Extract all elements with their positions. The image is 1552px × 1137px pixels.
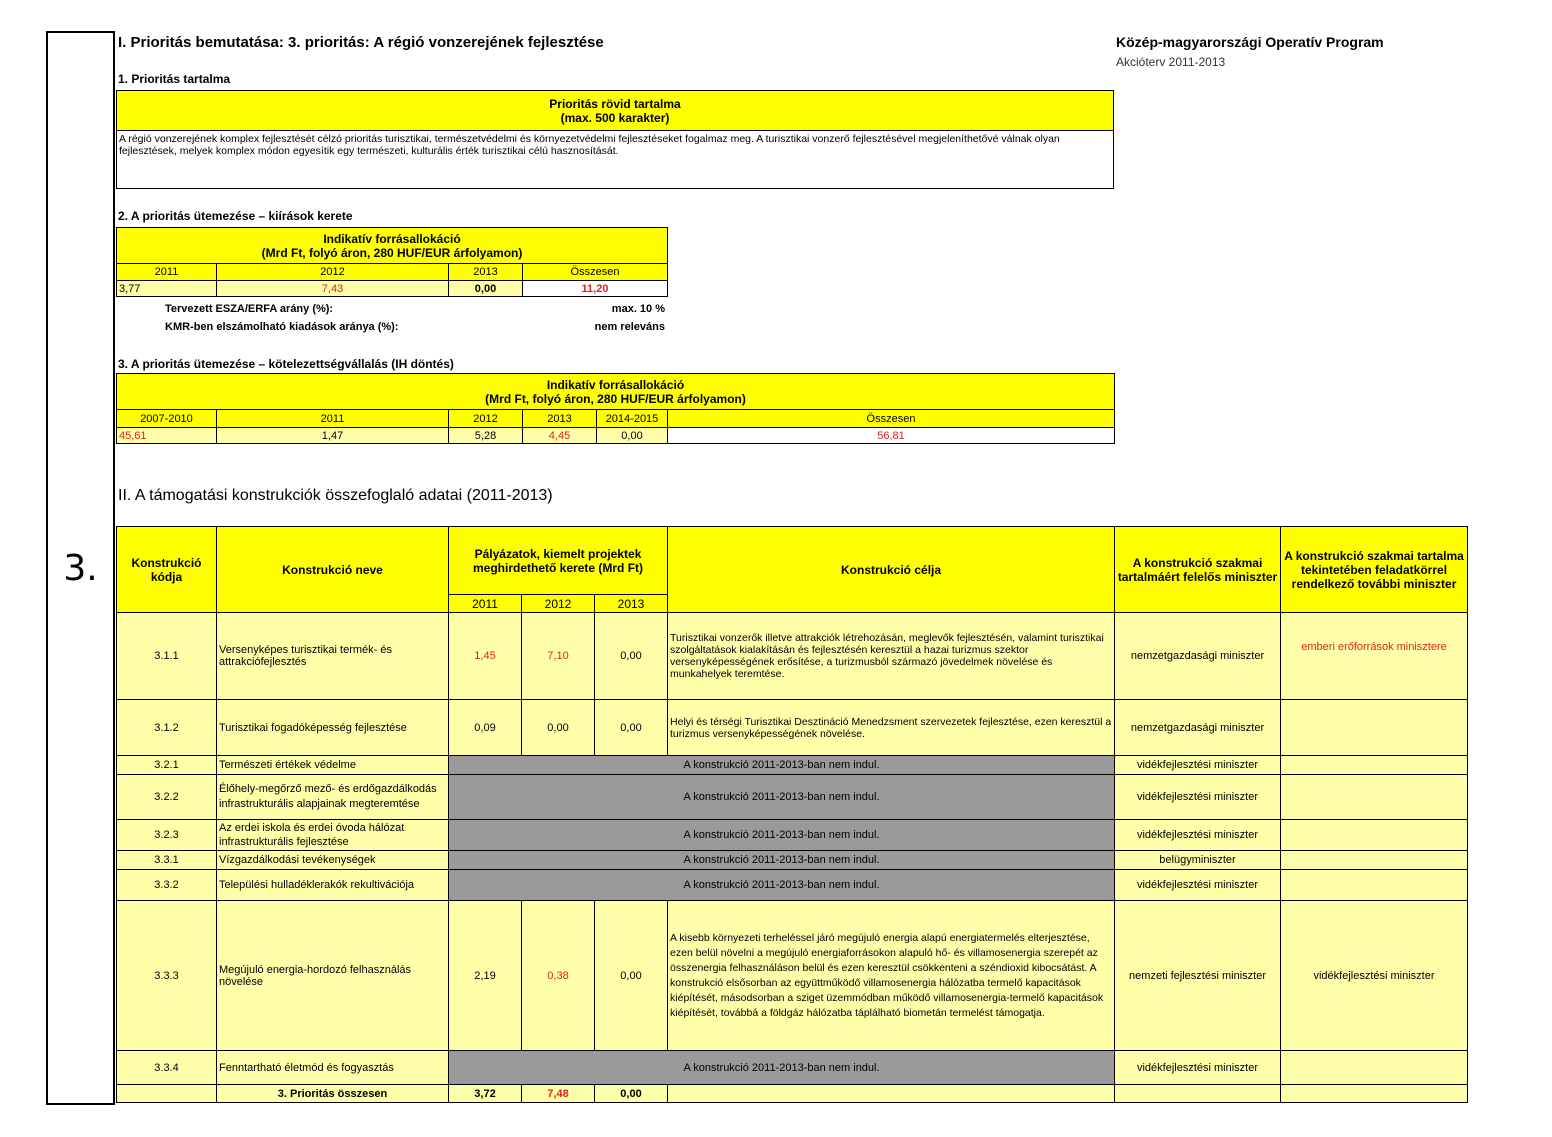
program-name: Közép-magyarországi Operatív Program <box>1116 34 1384 50</box>
row-name: Az erdei iskola és erdei óvoda hálózat infrastrukturális fejlesztése <box>217 820 449 851</box>
col-header: 2012 <box>217 264 449 281</box>
not-started-note: A konstrukció 2011-2013-ban nem indul. <box>449 775 1115 820</box>
row-2011: 1,45 <box>449 613 522 700</box>
row-minister: nemzeti fejlesztési miniszter <box>1115 901 1281 1051</box>
total-2013: 0,00 <box>595 1085 668 1103</box>
row-2011: 2,19 <box>449 901 522 1051</box>
row-minister: nemzetgazdasági miniszter <box>1115 613 1281 700</box>
header-2013: 2013 <box>595 595 668 613</box>
not-started-note: A konstrukció 2011-2013-ban nem indul. <box>449 1051 1115 1085</box>
col-header: 2007-2010 <box>117 410 217 428</box>
row-code: 3.2.2 <box>117 775 217 820</box>
header-code: Konstrukció kódja <box>117 527 217 613</box>
total-cell: 56,81 <box>668 428 1115 444</box>
table-row <box>117 613 1468 700</box>
row-name: Fenntartható életmód és fogyasztás <box>217 1051 449 1085</box>
section-ii-heading: II. A támogatási konstrukciók összefoglaló adatai (2011-2013) <box>118 487 553 504</box>
row-name: Természeti értékek védelme <box>217 756 449 775</box>
table-row <box>117 901 1468 1051</box>
row-goal: Helyi és térségi Turisztikai Desztináció Menedzsment szervezetek fejlesztése, ezen keresztül a turizmus versenyképességének növelése. <box>668 700 1115 756</box>
header-budget: Pályázatok, kiemelt projektek meghirdethető kerete (Mrd Ft) <box>449 527 668 595</box>
priority-number: 3. <box>63 548 98 589</box>
row-code: 3.2.3 <box>117 820 217 851</box>
col-header: 2013 <box>523 410 597 428</box>
row-other-minister: emberi erőforrások minisztere <box>1281 613 1468 700</box>
row-2012: 0,00 <box>522 700 595 756</box>
value-cell: 7,43 <box>217 281 449 297</box>
row-name: Megújuló energia-hordozó felhasználás növelése <box>217 901 449 1051</box>
table-row <box>117 851 1468 870</box>
header-other-minister: A konstrukció szakmai tartalma tekintetében feladatkörrel rendelkező további miniszter <box>1281 527 1468 613</box>
row-name: Élőhely-megőrző mező- és erdőgazdálkodás infrastrukturális alapjainak megteremtése <box>217 775 449 820</box>
total-cell: 11,20 <box>523 281 668 297</box>
row-name: Vízgazdálkodási tevékenységek <box>217 851 449 870</box>
row-2013: 0,00 <box>595 700 668 756</box>
col-header: 2011 <box>117 264 217 281</box>
section2-heading: 2. A prioritás ütemezése – kiírások kerete <box>118 209 353 223</box>
row-minister: vidékfejlesztési miniszter <box>1115 820 1281 851</box>
header-minister: A konstrukció szakmai tartalmáért felelős miniszter <box>1115 527 1281 613</box>
row-other-minister <box>1281 820 1468 851</box>
value-cell: 0,00 <box>449 281 523 297</box>
value-cell: 45,61 <box>117 428 217 444</box>
row-other-minister <box>1281 756 1468 775</box>
header-goal: Konstrukció célja <box>668 527 1115 613</box>
row-goal: Turisztikai vonzerők illetve attrakciók létrehozásán, meglevők fejlesztésén, valamint turisztikai szolgáltatások kialakításán és fejlesztésén keresztül a hazai turizmus szektor versenyképességének erősítése, a turizmusból származó jövedelmek növelése és munkahelyek teremtése. <box>668 613 1115 700</box>
row-code: 3.3.2 <box>117 870 217 901</box>
row-name: Turisztikai fogadóképesség fejlesztése <box>217 700 449 756</box>
table-row <box>117 700 1468 756</box>
not-started-note: A konstrukció 2011-2013-ban nem indul. <box>449 820 1115 851</box>
commitment-schedule-title: Indikatív forrásallokáció (Mrd Ft, folyó áron, 280 HUF/EUR árfolyamon) <box>117 374 1115 410</box>
total-2012: 7,48 <box>522 1085 595 1103</box>
row-other-minister <box>1281 1051 1468 1085</box>
table-row <box>117 870 1468 901</box>
row-2013: 0,00 <box>595 613 668 700</box>
total-2011: 3,72 <box>449 1085 522 1103</box>
commitment-schedule-table <box>116 373 1115 444</box>
row-other-minister: vidékfejlesztési miniszter <box>1281 901 1468 1051</box>
row-code: 3.3.4 <box>117 1051 217 1085</box>
total-label: 3. Prioritás összesen <box>217 1085 449 1103</box>
priority-content-table <box>116 90 1114 189</box>
row-minister: belügyminiszter <box>1115 851 1281 870</box>
row-2012: 0,38 <box>522 901 595 1051</box>
col-header: 2013 <box>449 264 523 281</box>
value-cell: 4,45 <box>523 428 597 444</box>
row-2012: 7,10 <box>522 613 595 700</box>
priority-content-title: Prioritás rövid tartalma (max. 500 karakter) <box>117 91 1114 131</box>
not-started-note: A konstrukció 2011-2013-ban nem indul. <box>449 870 1115 901</box>
call-schedule-title: Indikatív forrásallokáció (Mrd Ft, folyó áron, 280 HUF/EUR árfolyamon) <box>117 228 668 264</box>
row-code: 3.1.2 <box>117 700 217 756</box>
row-other-minister <box>1281 851 1468 870</box>
not-started-note: A konstrukció 2011-2013-ban nem indul. <box>449 756 1115 775</box>
table-row <box>117 756 1468 775</box>
table-row <box>117 1051 1468 1085</box>
row-minister: vidékfejlesztési miniszter <box>1115 1051 1281 1085</box>
page-title: I. Prioritás bemutatása: 3. prioritás: A régió vonzerejének fejlesztése <box>118 34 604 51</box>
kmr-value: nem releváns <box>594 321 665 333</box>
row-minister: vidékfejlesztési miniszter <box>1115 870 1281 901</box>
kmr-label: KMR-ben elszámolható kiadások aránya (%): <box>165 321 399 333</box>
call-schedule-table <box>116 227 668 297</box>
col-header: Összesen <box>523 264 668 281</box>
section1-heading: 1. Prioritás tartalma <box>118 72 231 86</box>
row-name: Versenyképes turisztikai termék- és attrakciófejlesztés <box>217 613 449 700</box>
row-name: Települési hulladéklerakók rekultivációja <box>217 870 449 901</box>
row-2011: 0,09 <box>449 700 522 756</box>
row-2013: 0,00 <box>595 901 668 1051</box>
row-minister: nemzetgazdasági miniszter <box>1115 700 1281 756</box>
row-code: 3.3.1 <box>117 851 217 870</box>
priority-content-text: A régió vonzerejének komplex fejlesztését célzó prioritás turisztikai, természetvédelmi és környezetvédelmi fejlesztéseket fogalmaz meg. A turisztikai vonzerő fejlesztésével megjeleníthetővé válnak olyan fejlesztések, melyek komplex módon egyesítik egy természeti, kulturális érték turisztikai célú hasznosítását. <box>117 131 1114 189</box>
row-goal: A kisebb környezeti terheléssel járó megújuló energia alapú energiatermelés elterjesztése, ezen belül növelni a megújuló energiaforrásokon alapuló hő- és villamosenergia szerepét az összenergia felhasználáson belül és ezen keresztül csökkenteni a széndioxid kibocsátást. A konstrukció elsősorban az együttműködő villamosenergia hálózatba termelő kapacitások kiépítését, másodsorban a sziget üzemmódban működő villamosenergia-termelő kapacitások kiépítését, továbbá a földgáz hálózatba táplálható biometán termelést támogatja. <box>668 901 1115 1051</box>
value-cell: 5,28 <box>449 428 523 444</box>
total-row <box>117 1085 1468 1103</box>
value-cell: 1,47 <box>217 428 449 444</box>
table-row <box>117 820 1468 851</box>
header-name: Konstrukció neve <box>217 527 449 613</box>
col-header: 2014-2015 <box>597 410 668 428</box>
row-code: 3.1.1 <box>117 613 217 700</box>
row-minister: vidékfejlesztési miniszter <box>1115 775 1281 820</box>
esza-value: max. 10 % <box>611 303 665 315</box>
not-started-note: A konstrukció 2011-2013-ban nem indul. <box>449 851 1115 870</box>
col-header: Összesen <box>668 410 1115 428</box>
col-header: 2012 <box>449 410 523 428</box>
program-subtitle: Akcióterv 2011-2013 <box>1116 55 1226 69</box>
row-other-minister <box>1281 700 1468 756</box>
value-cell: 0,00 <box>597 428 668 444</box>
row-other-minister <box>1281 775 1468 820</box>
header-2012: 2012 <box>522 595 595 613</box>
col-header: 2011 <box>217 410 449 428</box>
row-code: 3.2.1 <box>117 756 217 775</box>
header-2011: 2011 <box>449 595 522 613</box>
value-cell: 3,77 <box>117 281 217 297</box>
esza-label: Tervezett ESZA/ERFA arány (%): <box>165 303 334 315</box>
row-minister: vidékfejlesztési miniszter <box>1115 756 1281 775</box>
row-code: 3.3.3 <box>117 901 217 1051</box>
table-row <box>117 775 1468 820</box>
section3-heading: 3. A prioritás ütemezése – kötelezettségvállalás (IH döntés) <box>118 357 454 371</box>
row-other-minister <box>1281 870 1468 901</box>
constructions-table <box>116 526 1468 1103</box>
